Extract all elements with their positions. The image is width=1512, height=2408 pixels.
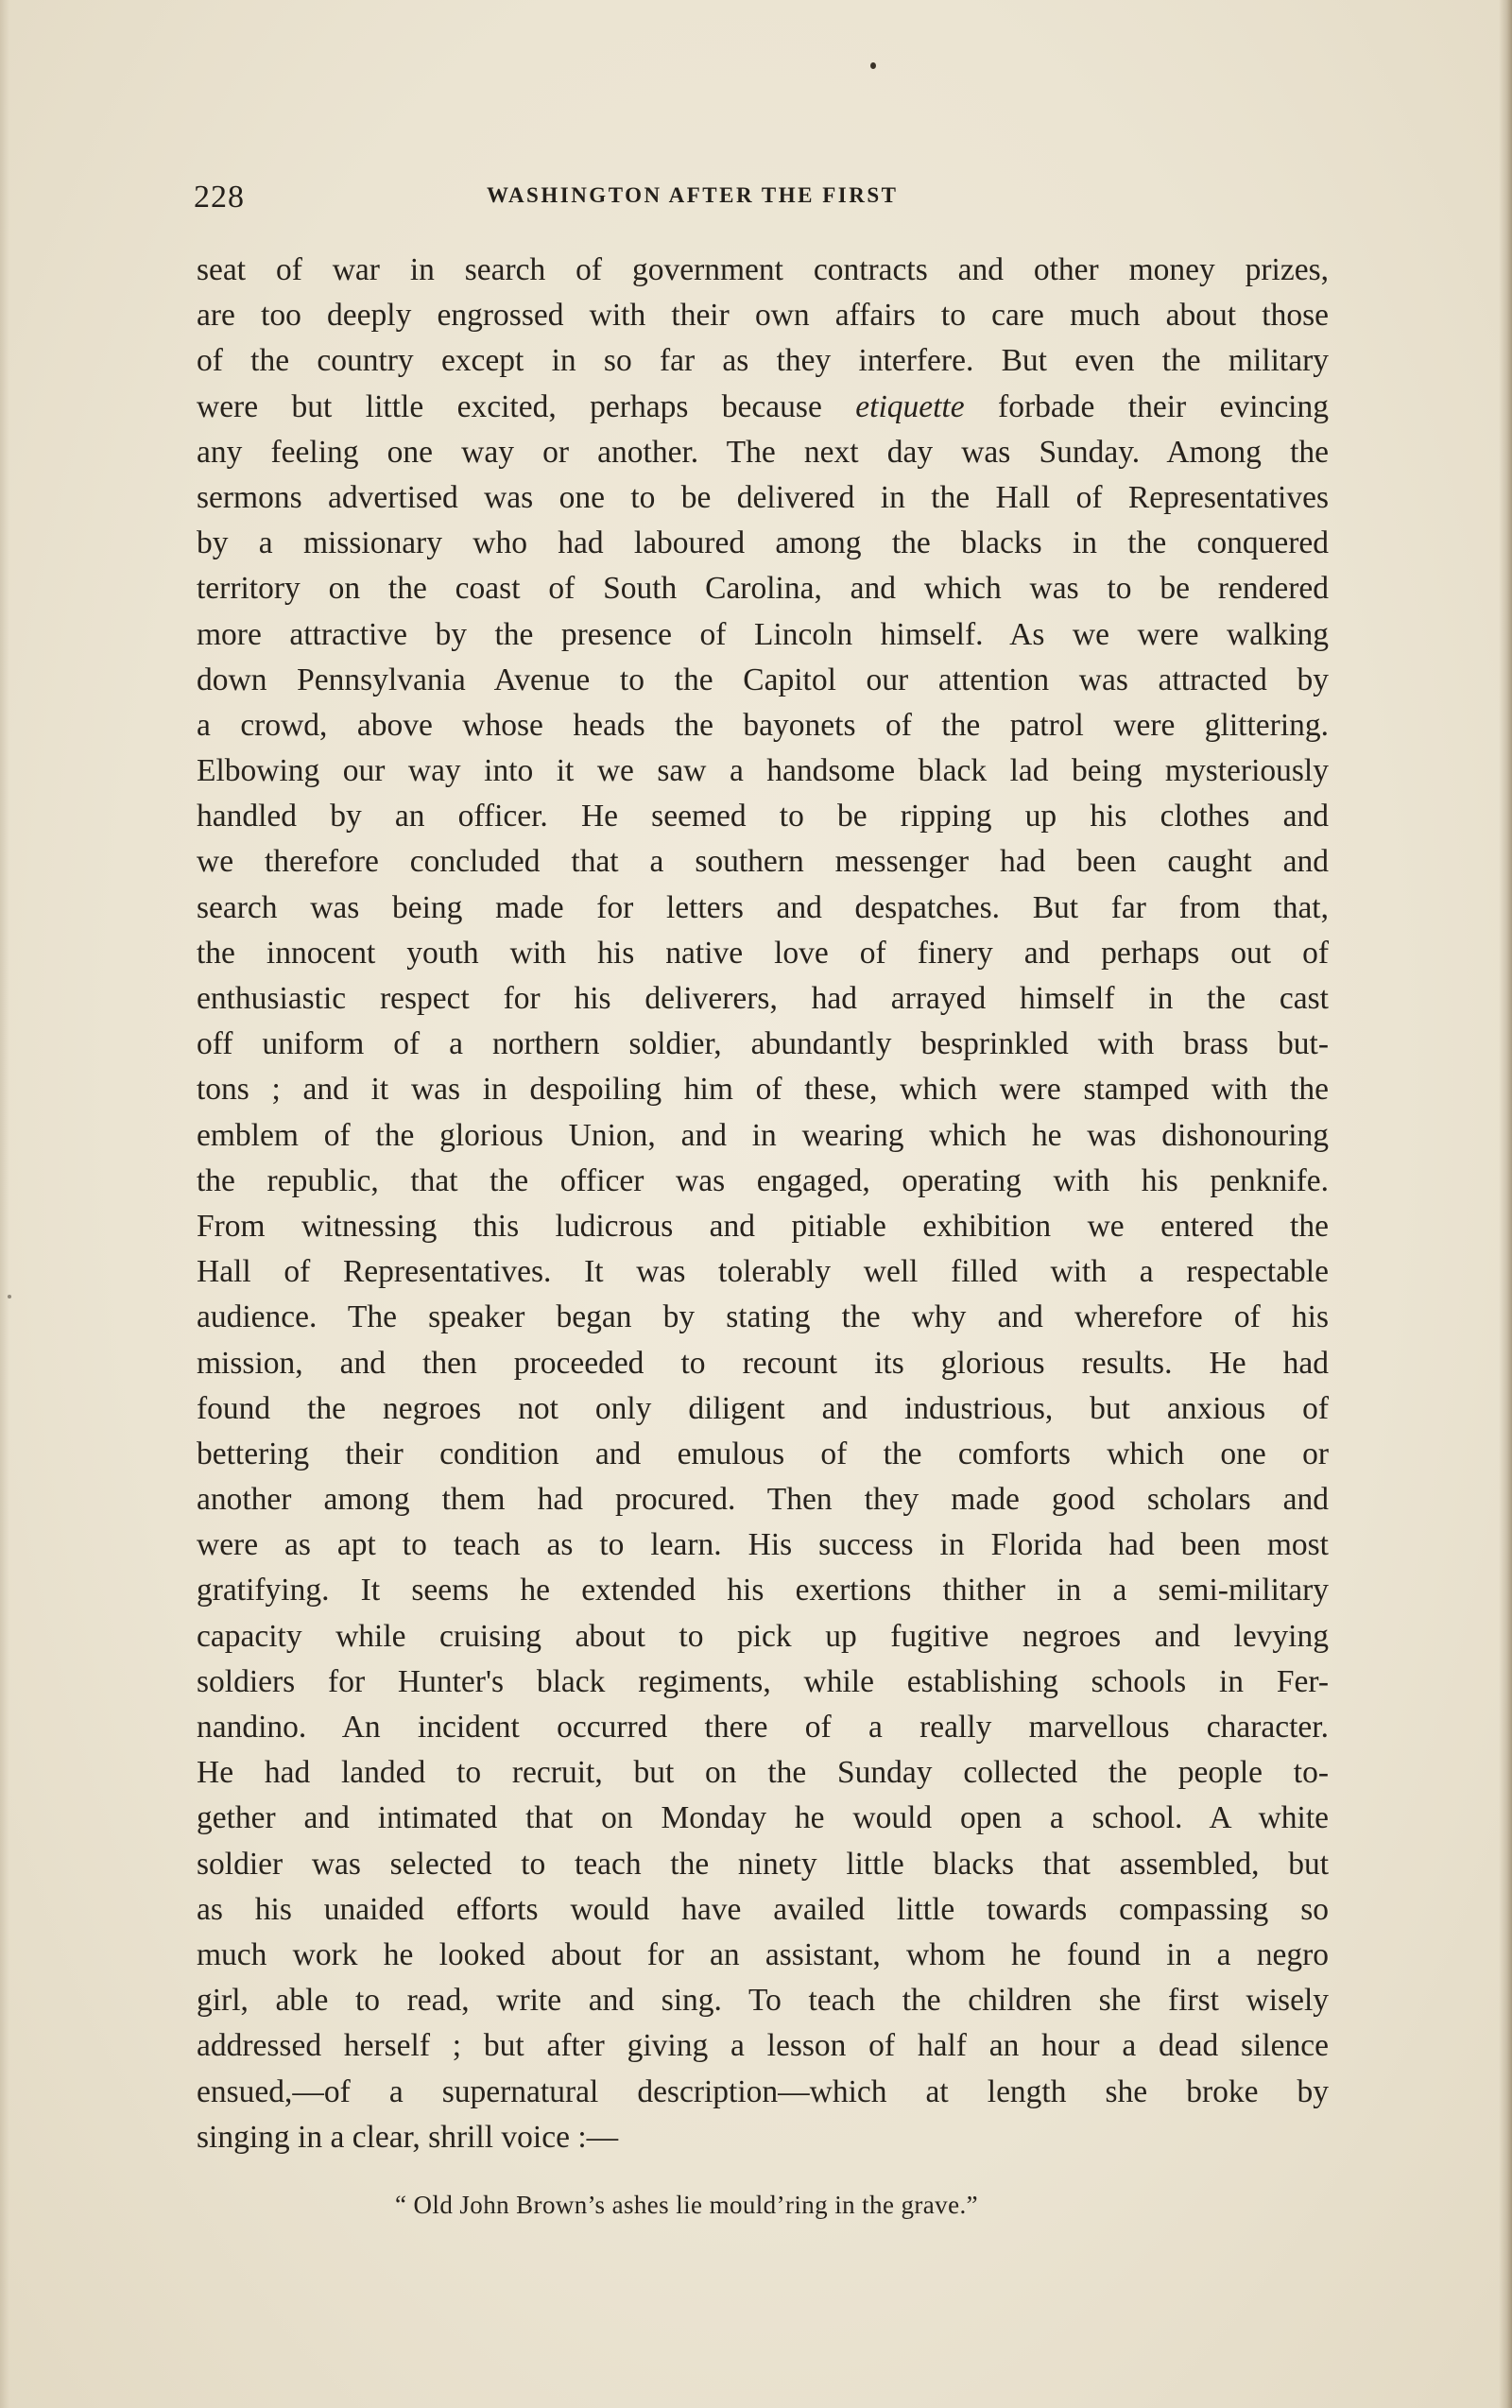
running-head: WASHINGTON AFTER THE FIRST [487,183,899,207]
text-line: girl, able to read, write and sing. To teach the children she first wisely [197,1983,1329,2019]
ink-speck [870,62,876,69]
text-line: we therefore concluded that a southern messenger had been caught and [197,844,1329,880]
text-line: Hall of Representatives. It was tolerably well filled with a respectable [197,1254,1329,1290]
ink-speck [8,1295,11,1299]
text-line: by a missionary who had laboured among the blacks in the conquered [197,525,1329,561]
text-line: another among them had procured. Then they made good scholars and [197,1482,1329,1518]
text-line: of the country except in so far as they interfere. But even the military [197,343,1329,379]
text-line: search was being made for letters and despatches. But far from that, [197,889,1329,925]
text-line: gether and intimated that on Monday he would open a school. A white [197,1800,1329,1836]
text-line: singing in a clear, shrill voice :— [197,2119,619,2155]
text-line: handled by an officer. He seemed to be ripping up his clothes and [197,799,1329,834]
text-line: nandino. An incident occurred there of a really marvellous character. [197,1710,1329,1745]
text-line: soldier was selected to teach the ninety little blacks that assembled, but [197,1846,1329,1882]
text-line: territory on the coast of South Carolina, and which was to be rendered [197,571,1329,607]
text-line: emblem of the glorious Union, and in wearing which he was dishonouring [197,1117,1329,1153]
text-line: enthusiastic respect for his deliverers, had arrayed himself in the cast [197,981,1329,1016]
text-line: were but little excited, perhaps because etiquette forbade their evincing [197,388,1329,424]
page-number: 228 [194,180,245,215]
text-line: From witnessing this ludicrous and pitiable exhibition we entered the [197,1208,1329,1244]
text-line: soldiers for Hunter's black regiments, while establishing schools in Fer- [197,1663,1329,1699]
text-line: as his unaided efforts would have availed little towards compassing so [197,1891,1329,1927]
text-line: are too deeply engrossed with their own affairs to care much about those [197,298,1329,334]
text-line: off uniform of a northern soldier, abundantly besprinkled with brass but- [197,1026,1329,1062]
page-header [194,180,1328,227]
text-line: audience. The speaker began by stating the why and wherefore of his [197,1299,1329,1335]
text-line: much work he looked about for an assistant, whom he found in a negro [197,1936,1329,1972]
text-line: tons ; and it was in despoiling him of these, which were stamped with the [197,1072,1329,1108]
text-line: found the negroes not only diligent and industrious, but anxious of [197,1390,1329,1426]
text-line: He had landed to recruit, but on the Sunday collected the people to- [197,1755,1329,1791]
text-line: sermons advertised was one to be delivered in the Hall of Representatives [197,479,1329,515]
text-line: the innocent youth with his native love of finery and perhaps out of [197,935,1329,971]
page-edge-shadow-left [0,0,9,2408]
text-line: bettering their condition and emulous of the comforts which one or [197,1436,1329,1471]
text-line: capacity while cruising about to pick up fugitive negroes and levying [197,1618,1329,1654]
text-line: the republic, that the officer was engaged, operating with his penknife. [197,1162,1329,1198]
block-quote: “ Old John Brown’s ashes lie mould’ring in the grave.” [395,2191,978,2219]
page-edge-shadow-right [1499,0,1512,2408]
text-line: down Pennsylvania Avenue to the Capitol our attention was attracted by [197,662,1329,697]
text-line: Elbowing our way into it we saw a handsome black lad being mysteriously [197,753,1329,789]
text-line: ensued,—of a supernatural description—which at length she broke by [197,2073,1329,2109]
text-line: addressed herself ; but after giving a lesson of half an hour a dead silence [197,2028,1329,2064]
text-line: seat of war in search of government contracts and other money prizes, [197,252,1329,287]
text-line: were as apt to teach as to learn. His success in Florida had been most [197,1527,1329,1563]
body-text [197,248,1329,2160]
text-line: any feeling one way or another. The next day was Sunday. Among the [197,434,1329,470]
text-line: gratifying. It seems he extended his exertions thither in a semi-military [197,1573,1329,1608]
text-line: more attractive by the presence of Lincoln himself. As we were walking [197,616,1329,652]
text-line: a crowd, above whose heads the bayonets of the patrol were glittering. [197,707,1329,743]
text-line: mission, and then proceeded to recount its glorious results. He had [197,1345,1329,1381]
